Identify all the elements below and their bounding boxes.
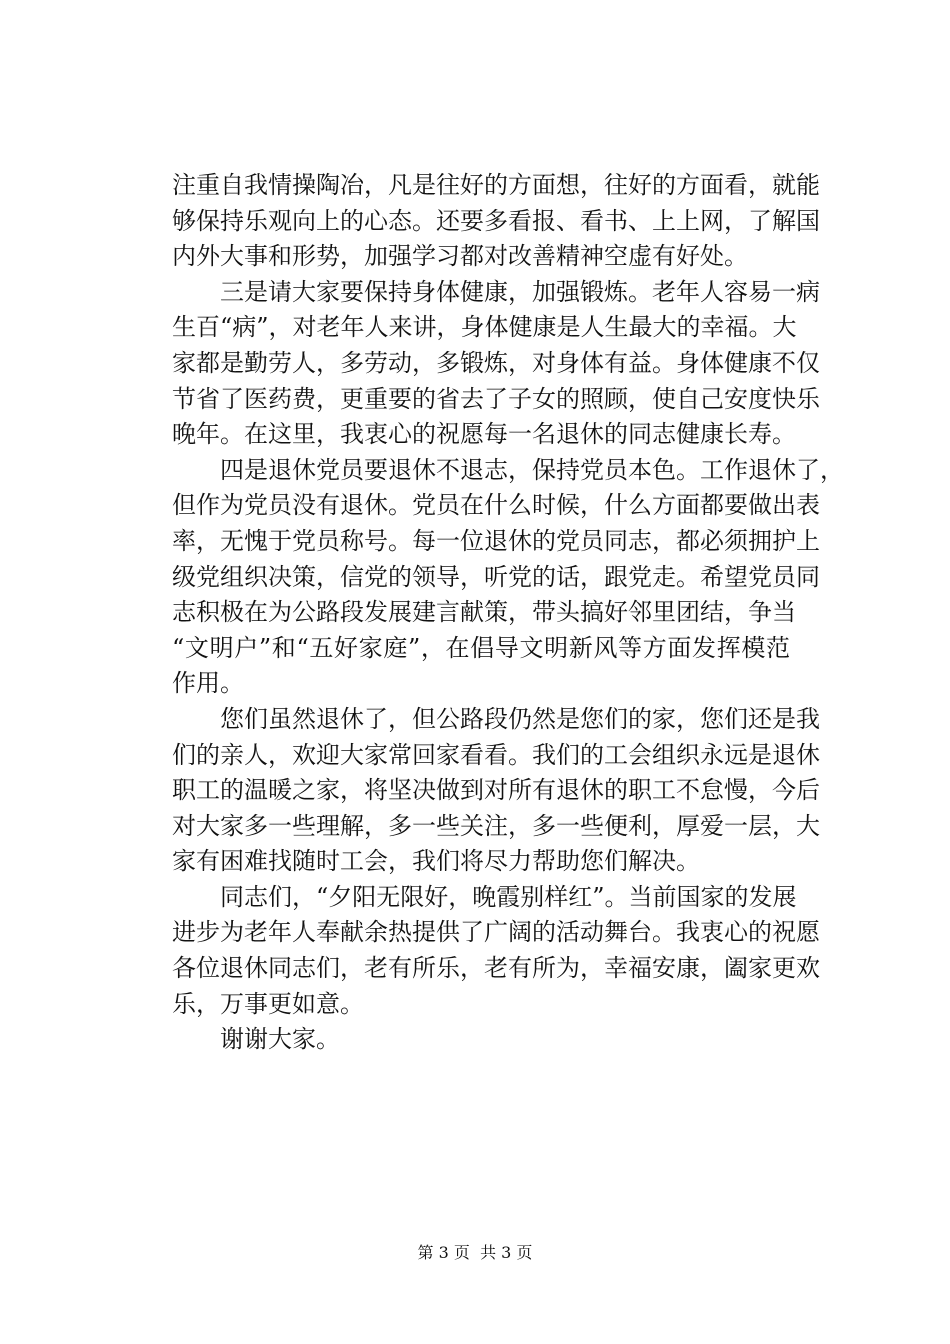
text-line: 四是退休党员要退休不退志，保持党员本色。工作退休了， [172, 455, 844, 484]
text-line: 志积极在为公路段发展建言献策，带头搞好邻里团结，争当 [172, 598, 796, 627]
text-line: 够保持乐观向上的心态。还要多看报、看书、上上网，了解国 [172, 206, 820, 235]
text-line: 谢谢大家。 [172, 1025, 340, 1054]
text-line: 生百“病”，对老年人来讲，身体健康是人生最大的幸福。大 [172, 313, 797, 342]
text-line: 职工的温暖之家，将坚决做到对所有退休的职工不怠慢，今后 [172, 776, 820, 805]
text-line: 但作为党员没有退休。党员在什么时候，什么方面都要做出表 [172, 491, 820, 520]
text-line: 内外大事和形势，加强学习都对改善精神空虚有好处。 [172, 242, 748, 271]
text-line: 三是请大家要保持身体健康，加强锻炼。老年人容易一病 [172, 277, 820, 306]
text-line: 乐，万事更如意。 [172, 989, 364, 1018]
text-line: 进步为老年人奉献余热提供了广阔的活动舞台。我衷心的祝愿 [172, 918, 820, 947]
text-line: 各位退休同志们，老有所乐，老有所为，幸福安康，阖家更欢 [172, 954, 820, 983]
text-line: 家都是勤劳人，多劳动，多锻炼，对身体有益。身体健康不仅 [172, 348, 820, 377]
text-line: 家有困难找随时工会，我们将尽力帮助您们解决。 [172, 847, 700, 876]
text-line: 率，无愧于党员称号。每一位退休的党员同志，都必须拥护上 [172, 526, 820, 555]
body-text [172, 168, 844, 1058]
text-line: 注重自我情操陶冶，凡是往好的方面想，往好的方面看，就能 [172, 171, 820, 199]
page-footer: 第 3 页 共 3 页 [417, 1243, 533, 1262]
text-line: 作用。 [172, 669, 244, 698]
text-line: 您们虽然退休了，但公路段仍然是您们的家，您们还是我 [172, 704, 820, 733]
text-line: 级党组织决策，信党的领导，听党的话，跟党走。希望党员同 [172, 562, 820, 591]
text-line: 晚年。在这里，我衷心的祝愿每一名退休的同志健康长寿。 [172, 420, 796, 449]
text-line: 同志们，“夕阳无限好，晚霞别样红”。当前国家的发展 [172, 882, 797, 911]
text-line: “文明户”和“五好家庭”，在倡导文明新风等方面发挥模范 [172, 633, 790, 662]
text-line: 对大家多一些理解，多一些关注，多一些便利，厚爱一层，大 [172, 811, 820, 840]
text-line: 们的亲人，欢迎大家常回家看看。我们的工会组织永远是退休 [172, 740, 820, 769]
text-line: 节省了医药费，更重要的省去了子女的照顾，使自己安度快乐 [172, 384, 820, 413]
